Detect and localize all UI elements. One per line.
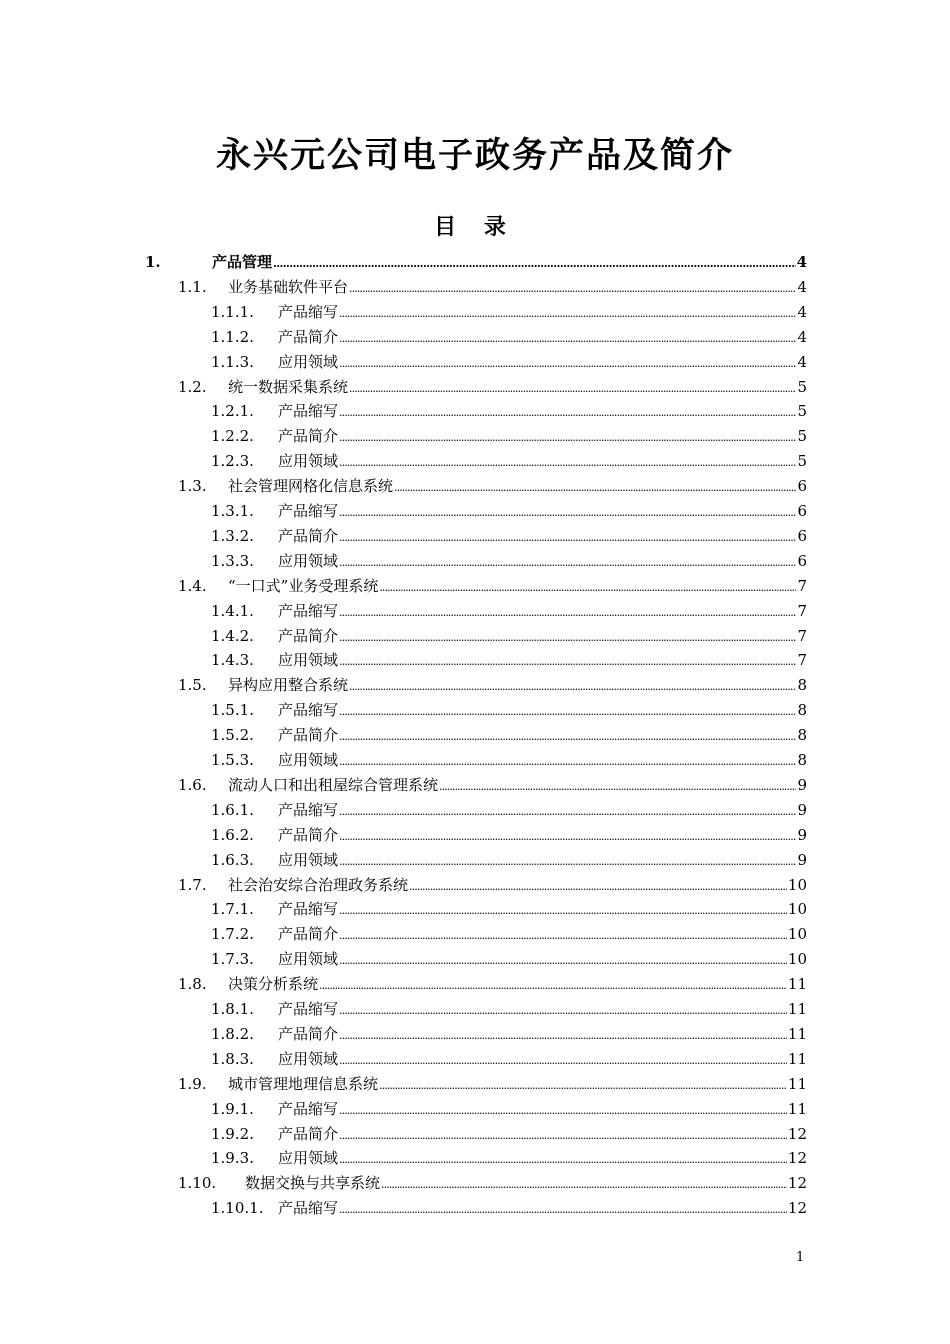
toc-dot-leader [339, 701, 796, 719]
toc-entry[interactable] [211, 1147, 807, 1169]
toc-entry[interactable] [178, 276, 807, 298]
toc-entry[interactable] [211, 799, 807, 821]
toc-entry-number: 1.7. [178, 875, 207, 894]
toc-entry-number: 1.1.3. [211, 352, 254, 371]
toc-entry-page: 9 [797, 775, 807, 794]
toc-entry-label[interactable]: 业务基础软件平台 [228, 277, 349, 296]
toc-entry-page: 5 [797, 402, 807, 421]
toc-entry-label[interactable]: 产品管理 [212, 253, 273, 271]
toc-entry-number: 1.8.3. [211, 1049, 254, 1068]
toc-entry[interactable] [211, 923, 807, 945]
toc-entry-number: 1.1. [178, 277, 207, 296]
toc-dot-leader [339, 303, 796, 321]
toc-entry-page: 10 [787, 925, 807, 944]
toc-entry-page: 5 [797, 377, 807, 396]
toc-dot-leader [349, 676, 796, 694]
toc-entry-label[interactable]: 产品缩写 [278, 402, 339, 421]
toc-entry-label[interactable]: 应用领域 [278, 651, 339, 670]
toc-entry-number: 1.6.2. [211, 825, 254, 844]
toc-entry-label[interactable]: 产品缩写 [278, 302, 339, 321]
toc-entry[interactable] [211, 1123, 807, 1145]
toc-entry-number: 1.10.1. [211, 1199, 264, 1218]
toc-dot-leader [394, 477, 796, 495]
toc-entry-number: 1.9. [178, 1074, 207, 1093]
toc-dot-leader [339, 801, 796, 819]
toc-entry-label[interactable]: 产品缩写 [278, 701, 339, 720]
toc-entry-number: 1.5.1. [211, 701, 254, 720]
toc-entry-page: 7 [797, 601, 807, 620]
toc-entry-page: 4 [797, 327, 807, 346]
toc-dot-leader [339, 925, 787, 943]
toc-entry-label[interactable]: 产品缩写 [278, 1199, 339, 1218]
toc-entry-label[interactable]: 产品缩写 [278, 1000, 339, 1018]
toc-entry-number: 1.7.2. [211, 925, 254, 944]
toc-dot-leader [339, 1000, 787, 1018]
toc-entry-number: 1.4. [178, 576, 207, 595]
toc-entry-number: 1.8.2. [211, 1024, 254, 1043]
toc-dot-leader [339, 950, 787, 968]
toc-dot-leader [409, 876, 787, 894]
toc-entry-label[interactable]: 产品缩写 [278, 1099, 339, 1118]
toc-entry-label[interactable]: 社会治安综合治理政务系统 [228, 875, 409, 894]
toc-entry-label[interactable]: 产品缩写 [278, 800, 339, 819]
toc-entry-page: 9 [797, 850, 807, 869]
toc-entry-label[interactable]: 城市管理地理信息系统 [228, 1074, 379, 1093]
toc-entry-label[interactable]: 应用领域 [278, 751, 339, 769]
toc-entry[interactable] [211, 500, 807, 522]
toc-entry-number: 1.4.2. [211, 626, 254, 645]
toc-entry-page: 4 [797, 352, 807, 371]
toc-entry-label[interactable]: 决策分析系统 [228, 975, 319, 994]
toc-entry-label[interactable]: 数据交换与共享系统 [245, 1174, 381, 1193]
toc-entry-page: 8 [797, 676, 807, 695]
toc-entry-page: 6 [797, 526, 807, 545]
toc-dot-leader [349, 278, 796, 296]
toc-dot-leader [379, 577, 796, 595]
toc-entry-label[interactable]: 异构应用整合系统 [228, 676, 349, 695]
toc-entry[interactable] [178, 575, 807, 597]
toc-entry[interactable] [211, 849, 807, 871]
toc-entry-label[interactable]: “一口式”业务受理系统 [228, 576, 379, 595]
toc-entry[interactable] [178, 774, 807, 796]
toc-entry-number: 1.9.3. [211, 1149, 254, 1168]
toc-entry-number: 1.2.1. [211, 402, 254, 421]
toc-entry-page: 10 [787, 900, 807, 919]
toc-entry[interactable] [178, 376, 807, 398]
toc-entry[interactable] [211, 898, 807, 920]
toc-entry[interactable] [178, 1172, 807, 1194]
toc-dot-leader [319, 975, 787, 993]
toc-entry-label[interactable]: 应用领域 [278, 950, 339, 969]
toc-entry-label[interactable]: 产品缩写 [278, 900, 339, 919]
toc-entry[interactable] [211, 1048, 807, 1070]
toc-entry-number: 1.1.2. [211, 327, 254, 346]
toc-dot-leader [339, 1050, 787, 1068]
toc-entry-number: 1.2.3. [211, 452, 254, 471]
toc-dot-leader [339, 427, 796, 445]
toc-entry-page: 6 [797, 551, 807, 570]
toc-entry[interactable] [211, 400, 807, 422]
toc-heading: 目 录 [434, 214, 516, 240]
toc-dot-leader [339, 651, 796, 669]
toc-entry-number: 1.1.1. [211, 302, 254, 321]
toc-dot-leader [381, 1174, 787, 1192]
toc-entry-page: 9 [797, 800, 807, 819]
toc-entry-label[interactable]: 应用领域 [278, 551, 339, 570]
toc-entry-page: 4 [797, 302, 807, 321]
toc-entry-page: 5 [797, 427, 807, 446]
toc-entry[interactable] [211, 948, 807, 970]
toc-entry-page: 11 [787, 1000, 807, 1018]
toc-dot-leader [273, 253, 796, 271]
toc-entry-page: 6 [797, 502, 807, 520]
toc-entry-page: 11 [787, 1074, 807, 1093]
toc-entry[interactable] [211, 1023, 807, 1045]
toc-entry-page: 12 [787, 1149, 807, 1168]
toc-dot-leader [339, 527, 796, 545]
toc-entry-page: 7 [797, 626, 807, 645]
toc-entry-number: 1.9.1. [211, 1099, 254, 1118]
toc-entry-number: 1.5.2. [211, 726, 254, 745]
toc-dot-leader [339, 353, 796, 371]
toc-entry-number: 1.8. [178, 975, 207, 994]
toc-dot-leader [339, 627, 796, 645]
toc-dot-leader [339, 1025, 787, 1043]
toc-entry-page: 11 [787, 1024, 807, 1043]
toc-entry-number: 1.6.3. [211, 850, 254, 869]
toc-entry[interactable] [178, 1073, 807, 1095]
toc-dot-leader [339, 826, 796, 844]
toc-entry-page: 9 [797, 825, 807, 844]
toc-entry[interactable] [211, 326, 807, 348]
toc-entry-label[interactable]: 产品缩写 [278, 502, 339, 520]
toc-entry[interactable] [178, 674, 807, 696]
toc-entry-label[interactable]: 产品简介 [278, 925, 339, 944]
toc-entry-label[interactable]: 社会管理网格化信息系统 [228, 477, 394, 496]
toc-entry-page: 4 [796, 253, 807, 271]
document-title: 永兴元公司电子政务产品及简介 [215, 135, 734, 176]
toc-entry-label[interactable]: 产品简介 [278, 726, 339, 745]
toc-entry-number: 1.4.1. [211, 601, 254, 620]
toc-entry-page: 6 [797, 477, 807, 496]
toc-entry-page: 7 [797, 651, 807, 670]
toc-entry-page: 11 [787, 1099, 807, 1118]
toc-dot-leader [339, 900, 787, 918]
toc-entry-number: 1.3.3. [211, 551, 254, 570]
toc-entry-label[interactable]: 产品简介 [278, 526, 339, 545]
toc-entry[interactable] [211, 625, 807, 647]
toc-entry[interactable] [178, 874, 807, 896]
toc-entry-page: 7 [797, 576, 807, 595]
toc-entry-page: 8 [797, 726, 807, 745]
toc-entry[interactable] [178, 475, 807, 497]
toc-entry-page: 10 [787, 875, 807, 894]
toc-entry-label[interactable]: 统一数据采集系统 [228, 377, 349, 396]
toc-entry-page: 8 [797, 701, 807, 720]
toc-entry-number: 1.2. [178, 377, 207, 396]
toc-dot-leader [339, 552, 796, 570]
toc-entry-label[interactable]: 应用领域 [278, 352, 339, 371]
toc-entry[interactable] [211, 525, 807, 547]
toc-entry-number: 1.5.3. [211, 751, 254, 769]
toc-entry-label[interactable]: 产品简介 [278, 1124, 339, 1143]
toc-dot-leader [349, 378, 796, 396]
toc-entry[interactable] [211, 351, 807, 373]
toc-entry-label[interactable]: 产品简介 [278, 327, 339, 346]
toc-dot-leader [339, 1149, 787, 1167]
toc-dot-leader [439, 776, 796, 794]
toc-entry-number: 1.10. [178, 1174, 217, 1193]
toc-entry-number: 1.3.2. [211, 526, 254, 545]
toc-entry-number: 1.9.2. [211, 1124, 254, 1143]
toc-entry[interactable] [211, 301, 807, 323]
toc-entry-number: 1.7.3. [211, 950, 254, 969]
toc-entry-number: 1. [145, 253, 161, 271]
toc-dot-leader [339, 402, 796, 420]
toc-dot-leader [339, 502, 796, 520]
toc-entry[interactable] [211, 998, 807, 1020]
toc-entry[interactable] [211, 699, 807, 721]
toc-dot-leader [339, 1199, 787, 1217]
toc-entry[interactable] [211, 724, 807, 746]
toc-entry-number: 1.2.2. [211, 427, 254, 446]
toc-entry-number: 1.6.1. [211, 800, 254, 819]
toc-entry-page: 12 [787, 1174, 807, 1193]
toc-entry-label[interactable]: 应用领域 [278, 850, 339, 869]
toc-entry-label[interactable]: 产品简介 [278, 1024, 339, 1043]
toc-entry-number: 1.8.1. [211, 1000, 254, 1018]
toc-dot-leader [339, 751, 796, 769]
toc-entry-page: 5 [797, 452, 807, 471]
toc-entry-page: 12 [787, 1199, 807, 1218]
toc-dot-leader [379, 1075, 787, 1093]
toc-entry[interactable] [211, 824, 807, 846]
toc-entry-label[interactable]: 应用领域 [278, 1049, 339, 1068]
toc-entry-page: 8 [797, 751, 807, 769]
toc-entry-number: 1.6. [178, 775, 207, 794]
toc-entry-label[interactable]: 产品缩写 [278, 601, 339, 620]
toc-entry-number: 1.7.1. [211, 900, 254, 919]
toc-entry[interactable] [211, 749, 807, 771]
toc-entry-number: 1.4.3. [211, 651, 254, 670]
toc-entry-label[interactable]: 应用领域 [278, 1149, 339, 1168]
toc-entry[interactable] [211, 450, 807, 472]
toc-entry-label[interactable]: 产品简介 [278, 626, 339, 645]
toc-entry-label[interactable]: 流动人口和出租屋综合管理系统 [228, 775, 439, 794]
toc-entry[interactable] [211, 600, 807, 622]
toc-entry-page: 11 [787, 975, 807, 994]
toc-entry[interactable] [211, 425, 807, 447]
toc-entry[interactable] [178, 973, 807, 995]
toc-dot-leader [339, 452, 796, 470]
toc-entry-label[interactable]: 产品简介 [278, 427, 339, 446]
toc-dot-leader [339, 602, 796, 620]
toc-entry-page: 10 [787, 950, 807, 969]
toc-entry[interactable] [211, 1098, 807, 1120]
toc-dot-leader [339, 851, 796, 869]
toc-entry-page: 4 [797, 277, 807, 296]
toc-dot-leader [339, 726, 796, 744]
toc-entry-number: 1.3. [178, 477, 207, 496]
toc-dot-leader [339, 328, 796, 346]
toc-entry-page: 12 [787, 1124, 807, 1143]
toc-entry-number: 1.3.1. [211, 502, 254, 520]
page-number: 1 [796, 1250, 805, 1265]
toc-entry[interactable] [145, 251, 807, 273]
toc-entry[interactable] [211, 1197, 807, 1219]
toc-entry-page: 11 [787, 1049, 807, 1068]
toc-entry-label[interactable]: 应用领域 [278, 452, 339, 471]
toc-entry[interactable] [211, 649, 807, 671]
toc-entry-number: 1.5. [178, 676, 207, 695]
toc-dot-leader [339, 1100, 787, 1118]
toc-entry-label[interactable]: 产品简介 [278, 825, 339, 844]
toc-dot-leader [339, 1125, 787, 1143]
toc-entry[interactable] [211, 550, 807, 572]
